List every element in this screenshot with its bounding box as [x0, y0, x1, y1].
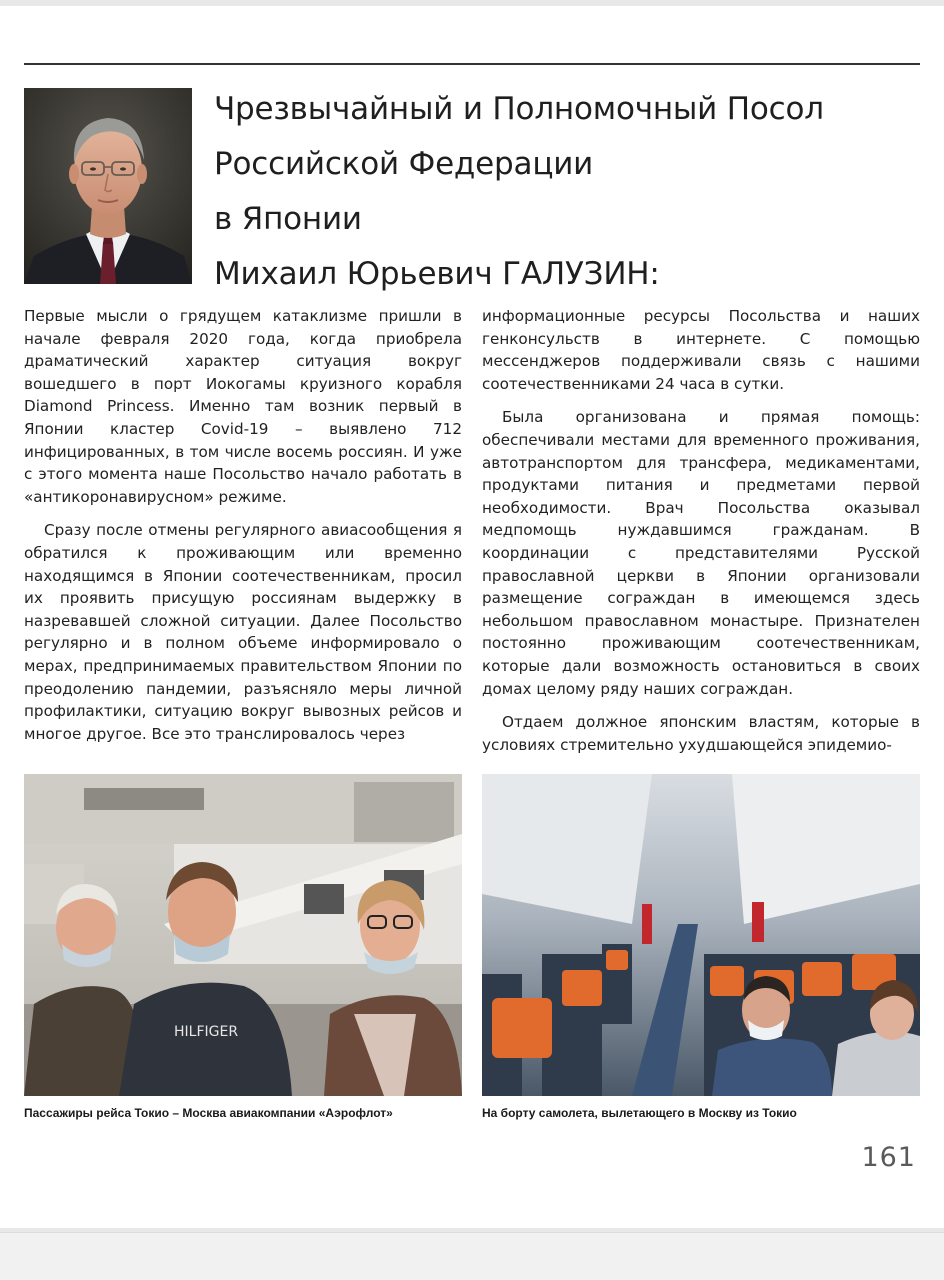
article-column-right [482, 305, 920, 756]
portrait-illustration [24, 88, 192, 284]
photo-airplane-cabin [482, 774, 920, 1096]
ambassador-portrait [24, 88, 192, 284]
viewer-bottom-strip [0, 1232, 944, 1280]
sweater-text: HILFIGER [174, 1024, 239, 1040]
paragraph-4: Была организована и прямая помощь: обеспечивали местами для временного проживания, автотранспортом для трансфера, медикаментами, продуктами питания и предметами первой необходимости. Врач Посольства оказывал медпомощь нуждавшимся гражданам. В координации с представителями Русской православной церкви в Японии организовали размещение сограждан в имеющемся здесь небольшом православном монастыре. Признателен постоянно проживающим соотечественникам, которые дали возможность остановиться в своих домах целому ряду наших сограждан. [482, 408, 920, 698]
top-rule [24, 63, 920, 65]
headline-line-4: Михаил Юрьевич ГАЛУЗИН: [214, 256, 660, 292]
paragraph-3: информационные ресурсы Посольства и наших генконсульств в интернете. С помощью мессенджеров поддерживали связь с нашими соотечественниками 24 часа в сутки. [482, 307, 920, 393]
photo-passengers-airport [24, 774, 462, 1096]
paragraph-1: Первые мысли о грядущем катаклизме пришли в начале февраля 2020 года, когда приобрела драматический характер ситуация вокруг вошедшего в порт Иокогамы круизного корабля Diamond Princess. Именно там возник первый в Японии кластер Covid-19 – выявлено 712 инфицированных, в том числе восемь россиян. И уже с этого момента наше Посольство начало работать в «антикоронавирусном» режиме. [24, 307, 462, 506]
paragraph-2: Сразу после отмены регулярного авиасообщения я обратился к проживающим или временно находящимся в Японии соотечественникам, просил их проявить присущую россиянам выдержку в назревавшей сложной ситуации. Далее Посольство регулярно и в полном объеме информировало о мерах, предпринимаемых правительством Японии по преодолению пандемии, разъясняло меры личной профилактики, ситуацию вокруг вывозных рейсов и многое другое. Все это транслировалось через [24, 521, 462, 743]
article-column-left [24, 305, 462, 745]
caption-right-photo: На борту самолета, вылетающего в Москву из Токио [482, 1106, 797, 1120]
cabin-illustration [482, 774, 920, 1096]
headline-line-2: Российской Федерации [214, 146, 594, 182]
headline-line-3: в Японии [214, 201, 362, 237]
magazine-page [0, 6, 944, 1228]
headline-line-1: Чрезвычайный и Полномочный Посол [214, 91, 824, 127]
page-number: 161 [861, 1142, 916, 1173]
caption-left-photo: Пассажиры рейса Токио – Москва авиакомпании «Аэрофлот» [24, 1106, 393, 1120]
article-headline [214, 82, 914, 302]
airport-illustration [24, 774, 462, 1096]
paragraph-5: Отдаем должное японским властям, которые в условиях стремительно ухудшающейся эпидемио- [482, 713, 920, 754]
